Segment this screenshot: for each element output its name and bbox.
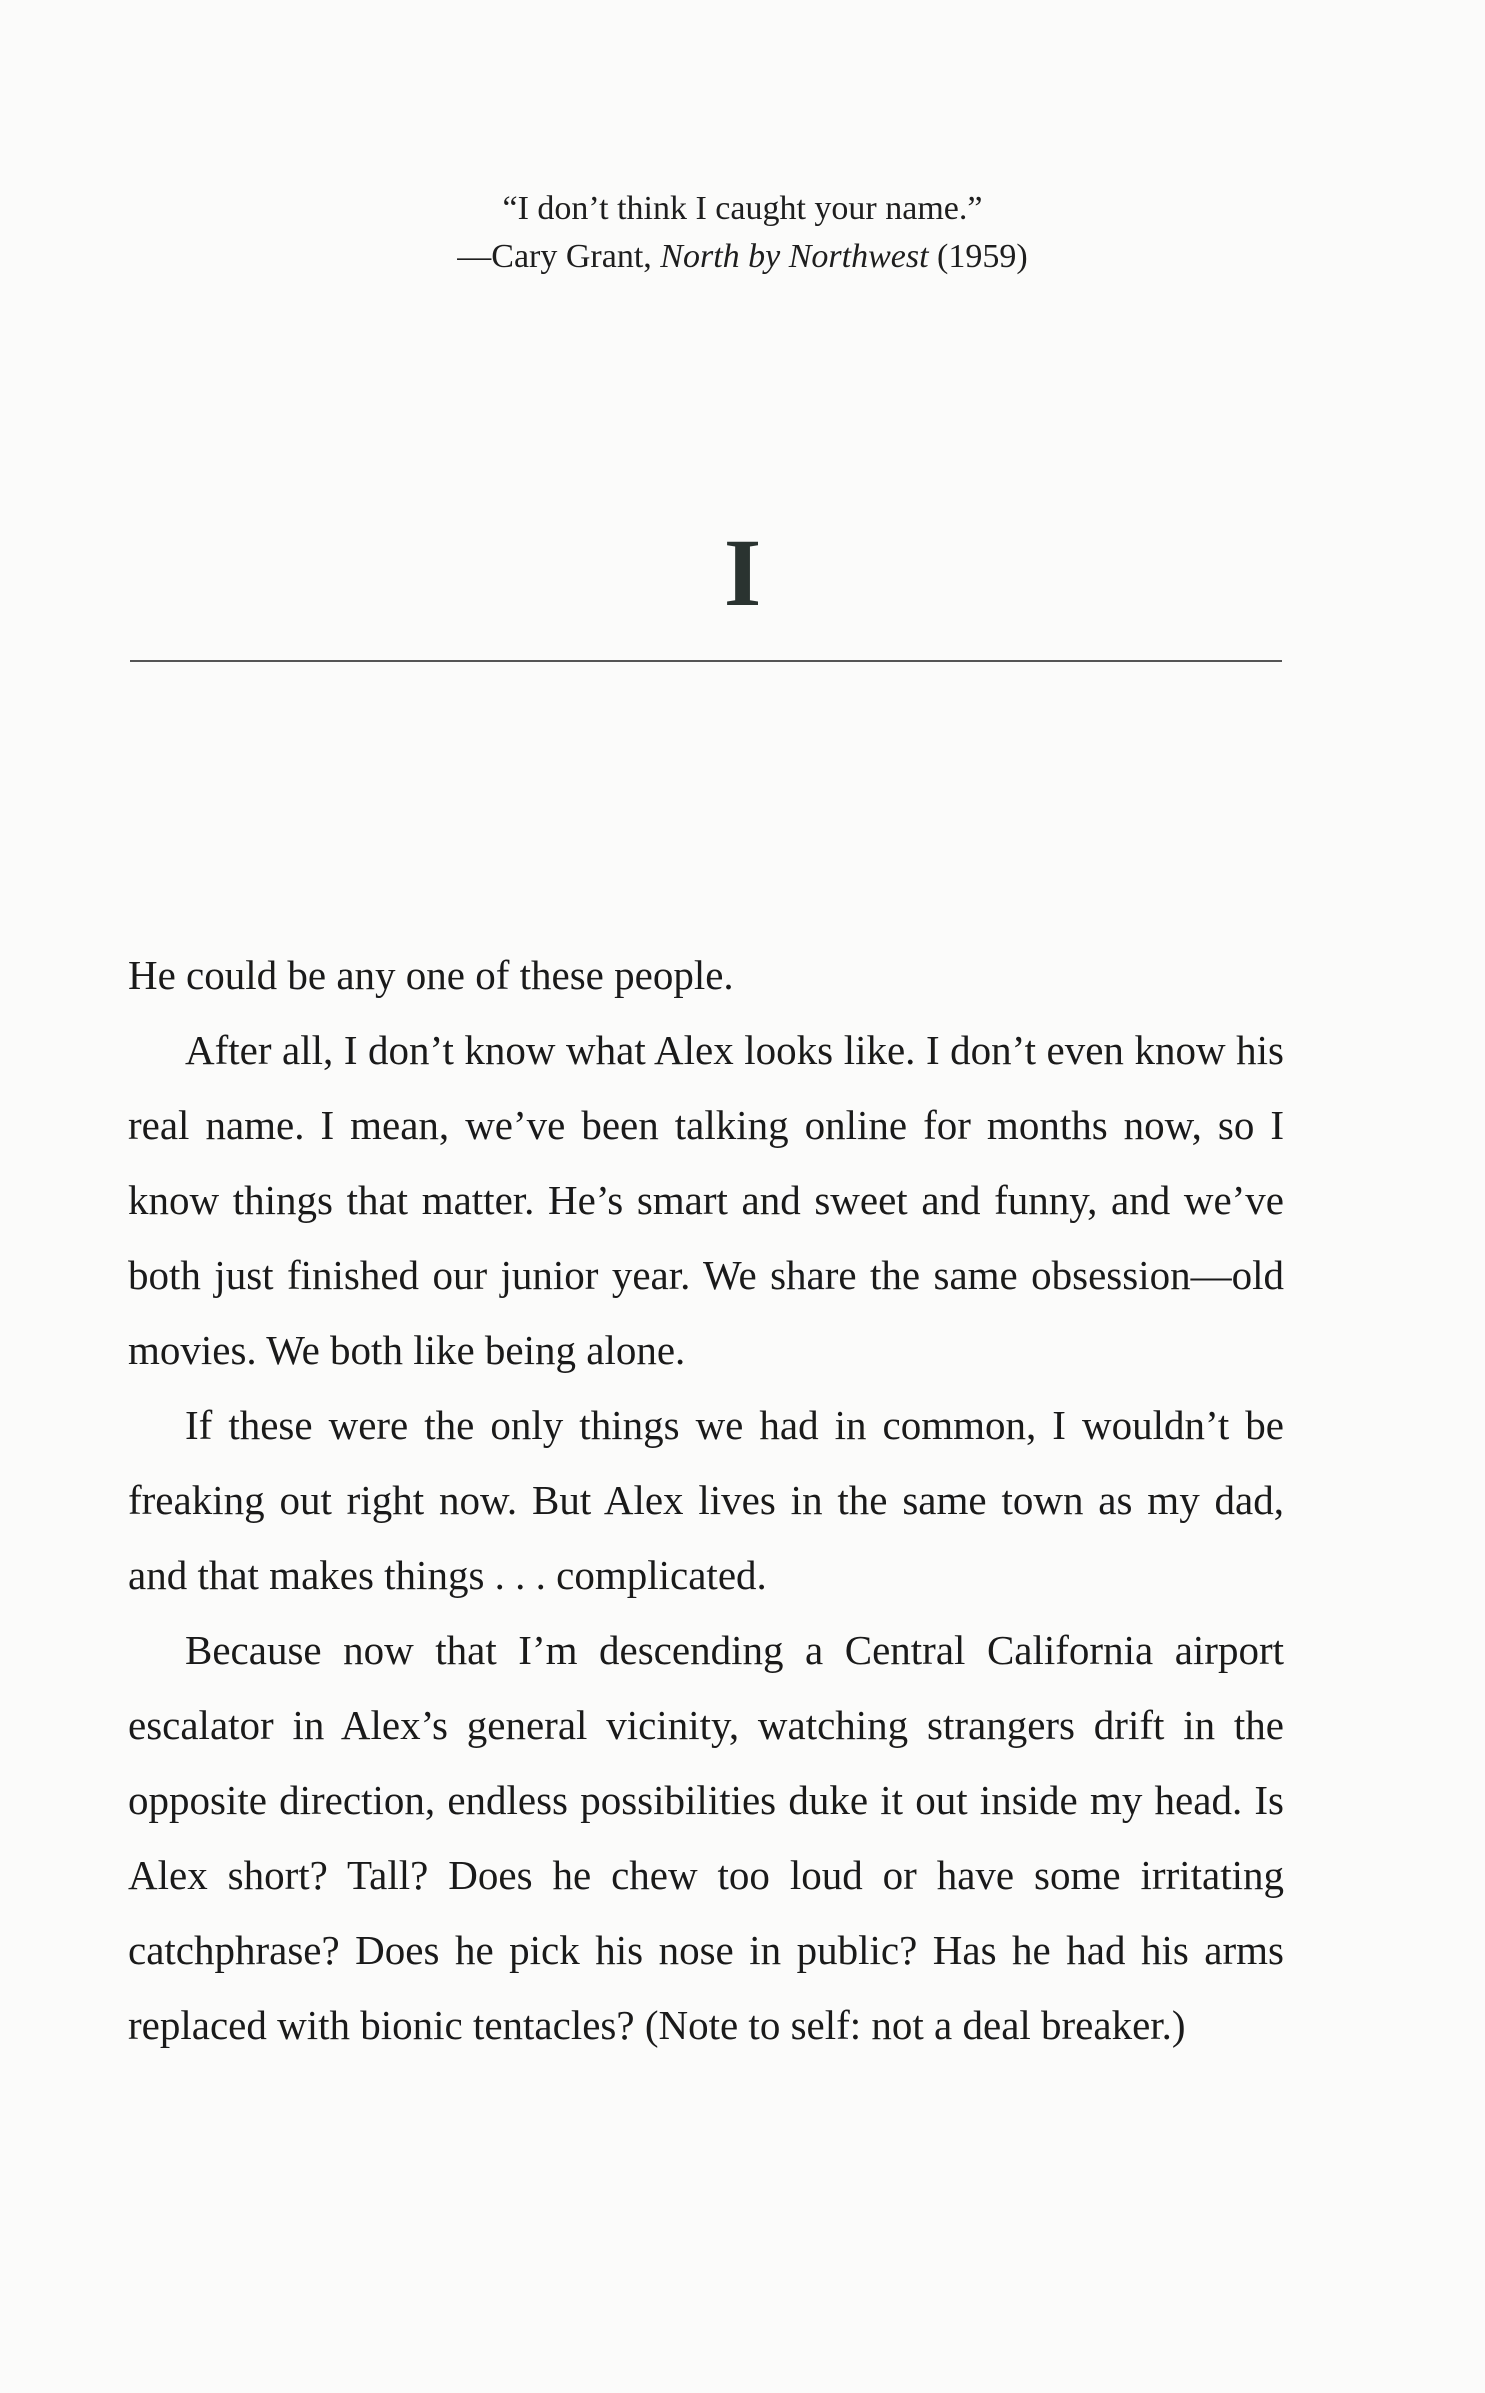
epigraph-attribution-year: (1959) <box>928 238 1028 275</box>
epigraph-attribution <box>0 233 1485 281</box>
epigraph-attribution-prefix: —Cary Grant, <box>457 238 661 275</box>
chapter-number: I <box>723 519 762 626</box>
epigraph-quote: “I don’t think I caught your name.” <box>502 190 983 227</box>
paragraph-1: He could be any one of these people. <box>128 952 734 998</box>
epigraph <box>0 185 1485 281</box>
chapter-divider-rule <box>130 660 1282 662</box>
epigraph-film-title: North by Northwest <box>660 238 929 275</box>
paragraph-4: Because now that I’m descending a Central California airport escalator in Alex’s general vicinity, watching strangers drift in the opposite direction, endless possibilities duke it out inside my head. Is Alex short? Tall? Does he chew too loud or have some irritating catchphrase? Does he pick his nose in public? Has he had his arms replaced with bionic tentacles? (Note to self: not a deal breaker.) <box>128 1627 1284 2048</box>
paragraph-3: If these were the only things we had in common, I wouldn’t be freaking out right now. But Alex lives in the same town as my dad, and that makes things . . . complicated. <box>128 1402 1284 1598</box>
chapter-body-text <box>128 938 1284 2063</box>
paragraph-2: After all, I don’t know what Alex looks like. I don’t even know his real name. I mean, we’ve been talking online for months now, so I know things that matter. He’s smart and sweet and funny, and we’ve both just finished our junior year. We share the same obsession—old movies. We both like being alone. <box>128 1027 1284 1373</box>
